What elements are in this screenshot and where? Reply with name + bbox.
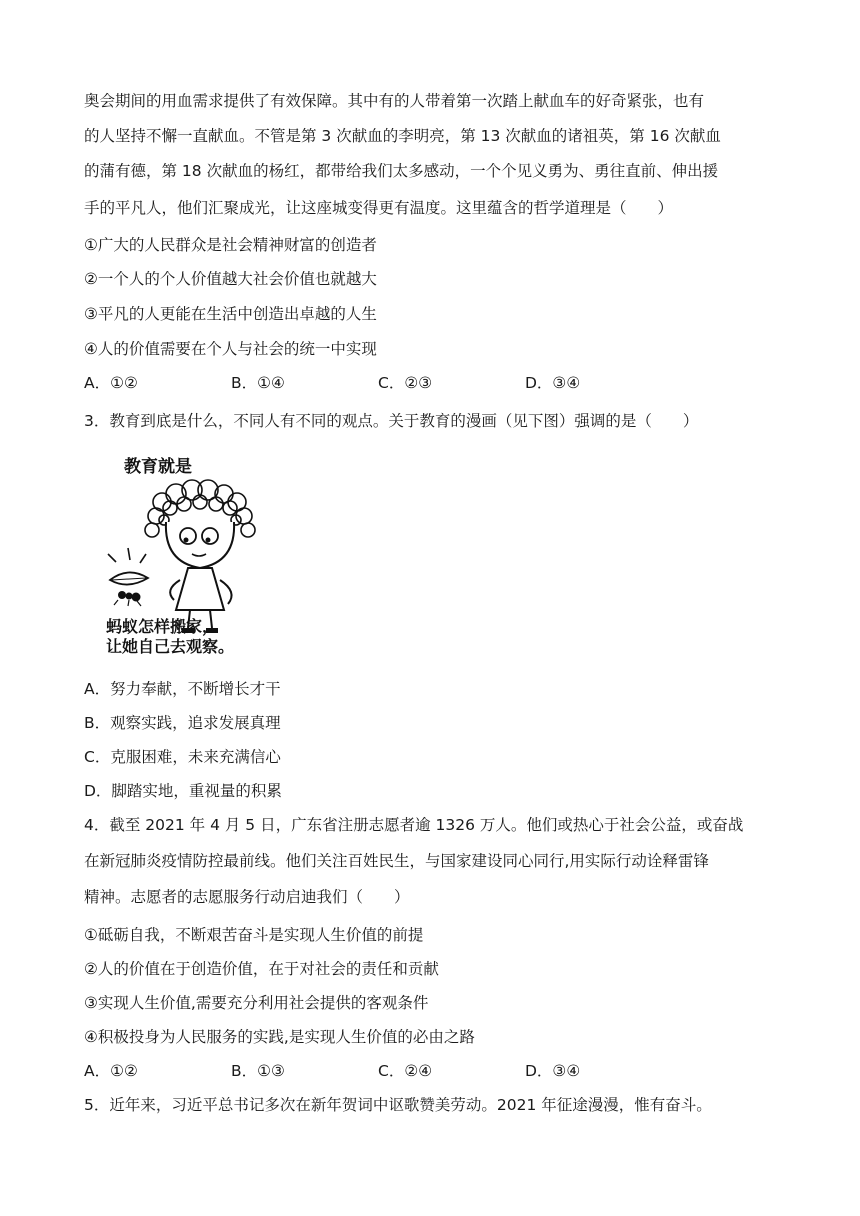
q2-line-4: 手的平凡人，他们汇聚成光，让这座城变得更有温度。这里蕴含的哲学道理是（ ） [84, 199, 674, 217]
cartoon-bottom-text-2: 让她自己去观察。 [106, 637, 235, 656]
q2-line-1: 奥会期间的用血需求提供了有效保障。其中有的人带着第一次踏上献血车的好奇紧张，也有 [84, 92, 705, 110]
right-eye-icon [202, 528, 218, 544]
left-eye-icon [180, 528, 196, 544]
q4-statement-3: ③实现人生价值,需要充分利用社会提供的客观条件 [84, 994, 429, 1012]
cartoon-top-text: 教育就是 [124, 457, 192, 477]
motion-lines-icon [108, 548, 146, 563]
q3-option-d[interactable]: D．脚踏实地，重视量的积累 [84, 782, 282, 800]
q4-line-2: 在新冠肺炎疫情防控最前线。他们关注百姓民生，与国家建设同心同行,用实际行动诠释雷锋 [84, 852, 709, 870]
face-icon [166, 522, 234, 568]
q2-statement-1: ①广大的人民群众是社会精神财富的创造者 [84, 236, 377, 254]
q2-line-3: 的蒲有德，第 18 次献血的杨红，都带给我们太多感动，一个个见义勇为、勇往直前、伸出援 [84, 162, 719, 180]
cartoon-illustration [104, 450, 274, 660]
q4-option-c[interactable]: C．②④ [378, 1062, 433, 1080]
q2-statement-3: ③平凡的人更能在生活中创造出卓越的人生 [84, 305, 377, 323]
cartoon-bottom-text-1: 蚂蚁怎样搬家， [106, 617, 219, 636]
education-cartoon [104, 450, 274, 660]
q4-line-1: 4．截至 2021 年 4 月 5 日，广东省注册志愿者逾 1326 万人。他们或热心于社会公益，或奋战 [84, 816, 744, 834]
q2-option-c[interactable]: C．②③ [378, 374, 433, 392]
q5-stem: 5．近年来，习近平总书记多次在新年贺词中讴歌赞美劳动。2021 年征途漫漫，惟有奋斗。 [84, 1096, 712, 1114]
q4-option-a[interactable]: A．①② [84, 1062, 138, 1080]
q2-statement-4: ④人的价值需要在个人与社会的统一中实现 [84, 340, 377, 358]
q3-option-a[interactable]: A．努力奉献，不断增长才干 [84, 680, 281, 698]
q4-statement-4: ④积极投身为人民服务的实践,是实现人生价值的必由之路 [84, 1028, 475, 1046]
q4-statement-1: ①砥砺自我，不断艰苦奋斗是实现人生价值的前提 [84, 926, 424, 944]
q2-option-b[interactable]: B．①④ [231, 374, 285, 392]
q3-stem: 3．教育到底是什么，不同人有不同的观点。关于教育的漫画（见下图）强调的是（ ） [84, 412, 699, 430]
q3-option-b[interactable]: B．观察实践，追求发展真理 [84, 714, 281, 732]
q2-option-a[interactable]: A．①② [84, 374, 138, 392]
q2-statement-2: ②一个人的个人价值越大社会价值也就越大 [84, 270, 377, 288]
q4-option-d[interactable]: D．③④ [525, 1062, 581, 1080]
q2-option-d[interactable]: D．③④ [525, 374, 581, 392]
q2-line-2: 的人坚持不懈一直献血。不管是第 3 次献血的李明亮，第 13 次献血的诸祖英，第 16 次献血 [84, 127, 721, 145]
q4-option-b[interactable]: B．①③ [231, 1062, 285, 1080]
ant-icon [114, 591, 141, 606]
q3-option-c[interactable]: C．克服困难，未来充满信心 [84, 748, 281, 766]
q4-line-3: 精神。志愿者的志愿服务行动启迪我们（ ） [84, 888, 410, 906]
q4-statement-2: ②人的价值在于创造价值，在于对社会的责任和贡献 [84, 960, 439, 978]
body-icon [176, 568, 224, 610]
